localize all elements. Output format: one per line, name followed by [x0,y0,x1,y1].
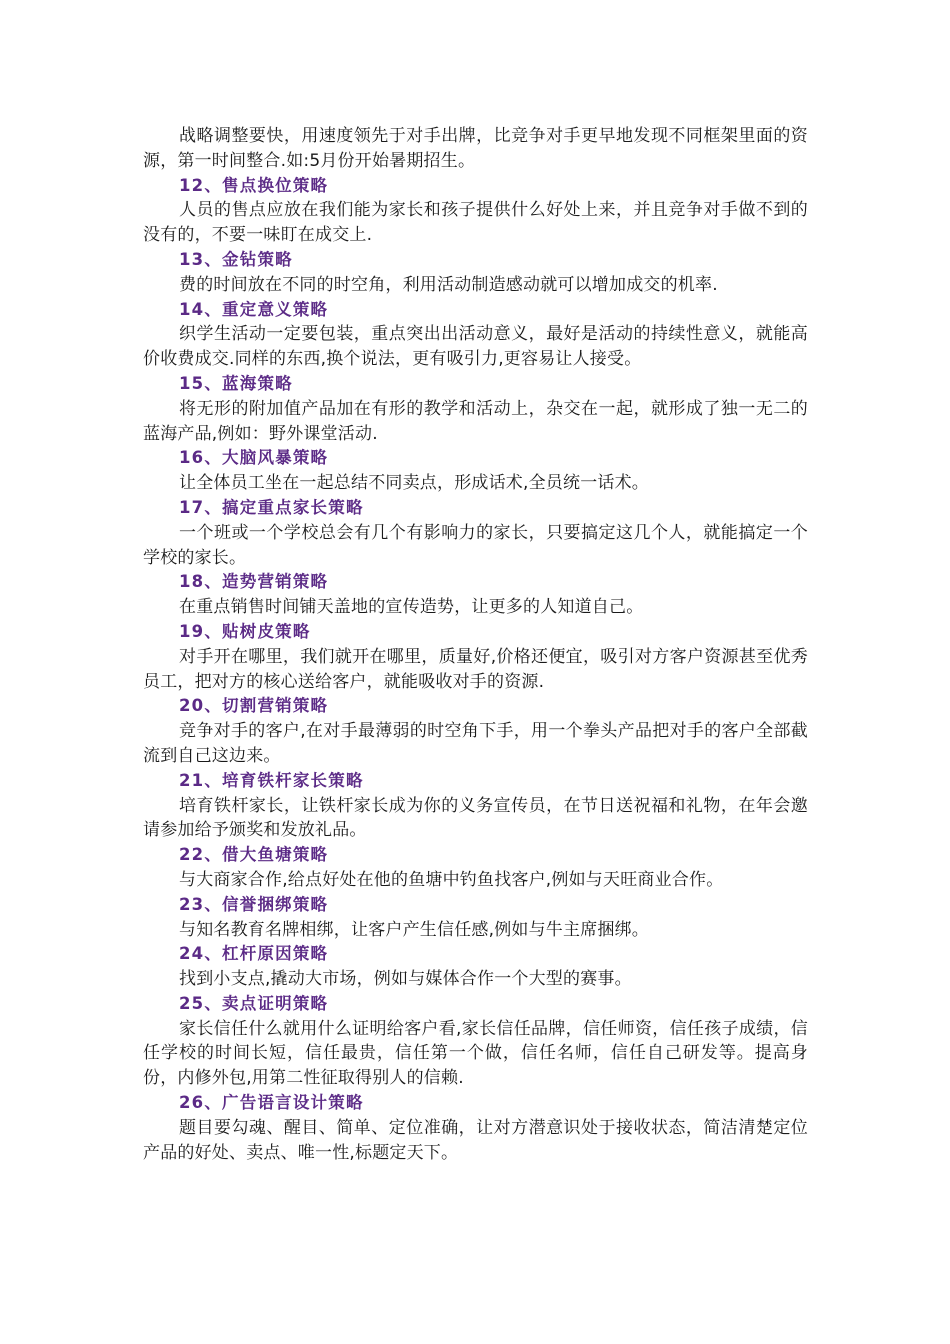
document-content [143,124,808,1165]
section-body: 对手开在哪里，我们就开在哪里，质量好,价格还便宜，吸引对方客户资源甚至优秀员工，把对方的核心送给客户，就能吸收对手的资源. [143,646,808,692]
section-25 [143,992,808,1091]
section-heading: 21、培育铁杆家长策略 [179,770,364,790]
section-body: 费的时间放在不同的时空角，利用活动制造感动就可以增加成交的机率. [179,274,718,295]
section-12 [143,174,808,248]
section-24 [143,942,808,992]
section-body: 将无形的附加值产品加在有形的教学和活动上，杂交在一起，就形成了独一无二的蓝海产品,例如：野外课堂活动. [143,398,808,444]
section-22 [143,843,808,893]
section-heading: 25、卖点证明策略 [179,993,329,1013]
section-heading: 12、售点换位策略 [179,175,329,195]
section-body: 找到小支点,撬动大市场，例如与媒体合作一个大型的赛事。 [179,969,632,990]
section-heading: 16、大脑风暴策略 [179,448,329,468]
section-heading: 24、杠杆原因策略 [179,944,329,964]
section-heading: 15、蓝海策略 [179,373,293,393]
section-15 [143,372,808,446]
section-body: 与大商家合作,给点好处在他的鱼塘中钓鱼找客户,例如与天旺商业合作。 [179,869,724,890]
section-heading: 19、贴树皮策略 [179,621,311,641]
intro-paragraph: 战略调整要快，用速度领先于对手出牌，比竞争对手更早地发现不同框架里面的资源，第一时间整合.如:5月份开始暑期招生。 [143,126,808,171]
section-body: 题目要勾魂、醒目、简单、定位准确，让对方潜意识处于接收状态，简洁清楚定位产品的好处、卖点、唯一性,标题定天下。 [143,1117,808,1163]
section-body: 与知名教育名牌相绑，让客户产生信任感,例如与牛主席捆绑。 [179,919,650,940]
section-20 [143,694,808,768]
section-body: 让全体员工坐在一起总结不同卖点，形成话术,全员统一话术。 [179,473,650,494]
section-heading: 14、重定意义策略 [179,299,329,319]
section-21 [143,769,808,843]
section-heading: 18、造势营销策略 [179,572,329,592]
section-body: 一个班或一个学校总会有几个有影响力的家长，只要搞定这几个人，就能搞定一个学校的家长。 [143,522,808,568]
section-body: 家长信任什么就用什么证明给客户看,家长信任品牌，信任师资，信任孩子成绩，信任学校的时间长短，信任最贵，信任第一个做，信任名师，信任自己研发等。提高身份，内修外包,用第二性征取得别人的信赖. [143,1018,808,1089]
section-heading: 20、切割营销策略 [179,696,329,716]
section-body: 在重点销售时间铺天盖地的宣传造势，让更多的人知道自己。 [179,597,644,618]
section-heading: 22、借大鱼塘策略 [179,845,329,865]
section-heading: 26、广告语言设计策略 [179,1093,364,1113]
section-16 [143,446,808,496]
section-body: 人员的售点应放在我们能为家长和孩子提供什么好处上来，并且竞争对手做不到的没有的，不要一味盯在成交上. [143,200,808,246]
section-19 [143,620,808,694]
section-14 [143,298,808,372]
section-body: 织学生活动一定要包装，重点突出出活动意义，最好是活动的持续性意义，就能高价收费成交.同样的东西,换个说法，更有吸引力,更容易让人接受。 [143,324,808,370]
section-body: 培育铁杆家长，让铁杆家长成为你的义务宣传员，在节日送祝福和礼物，在年会邀请参加给予颁奖和发放礼品。 [143,795,808,841]
section-heading: 13、金钻策略 [179,249,293,269]
section-body: 竞争对手的客户,在对手最薄弱的时空角下手，用一个拳头产品把对手的客户全部截流到自己这边来。 [143,721,808,766]
section-17 [143,496,808,570]
section-13 [143,248,808,298]
section-26 [143,1091,808,1165]
section-23 [143,893,808,943]
section-heading: 17、搞定重点家长策略 [179,497,364,517]
section-heading: 23、信誉捆绑策略 [179,894,329,914]
section-18 [143,570,808,620]
